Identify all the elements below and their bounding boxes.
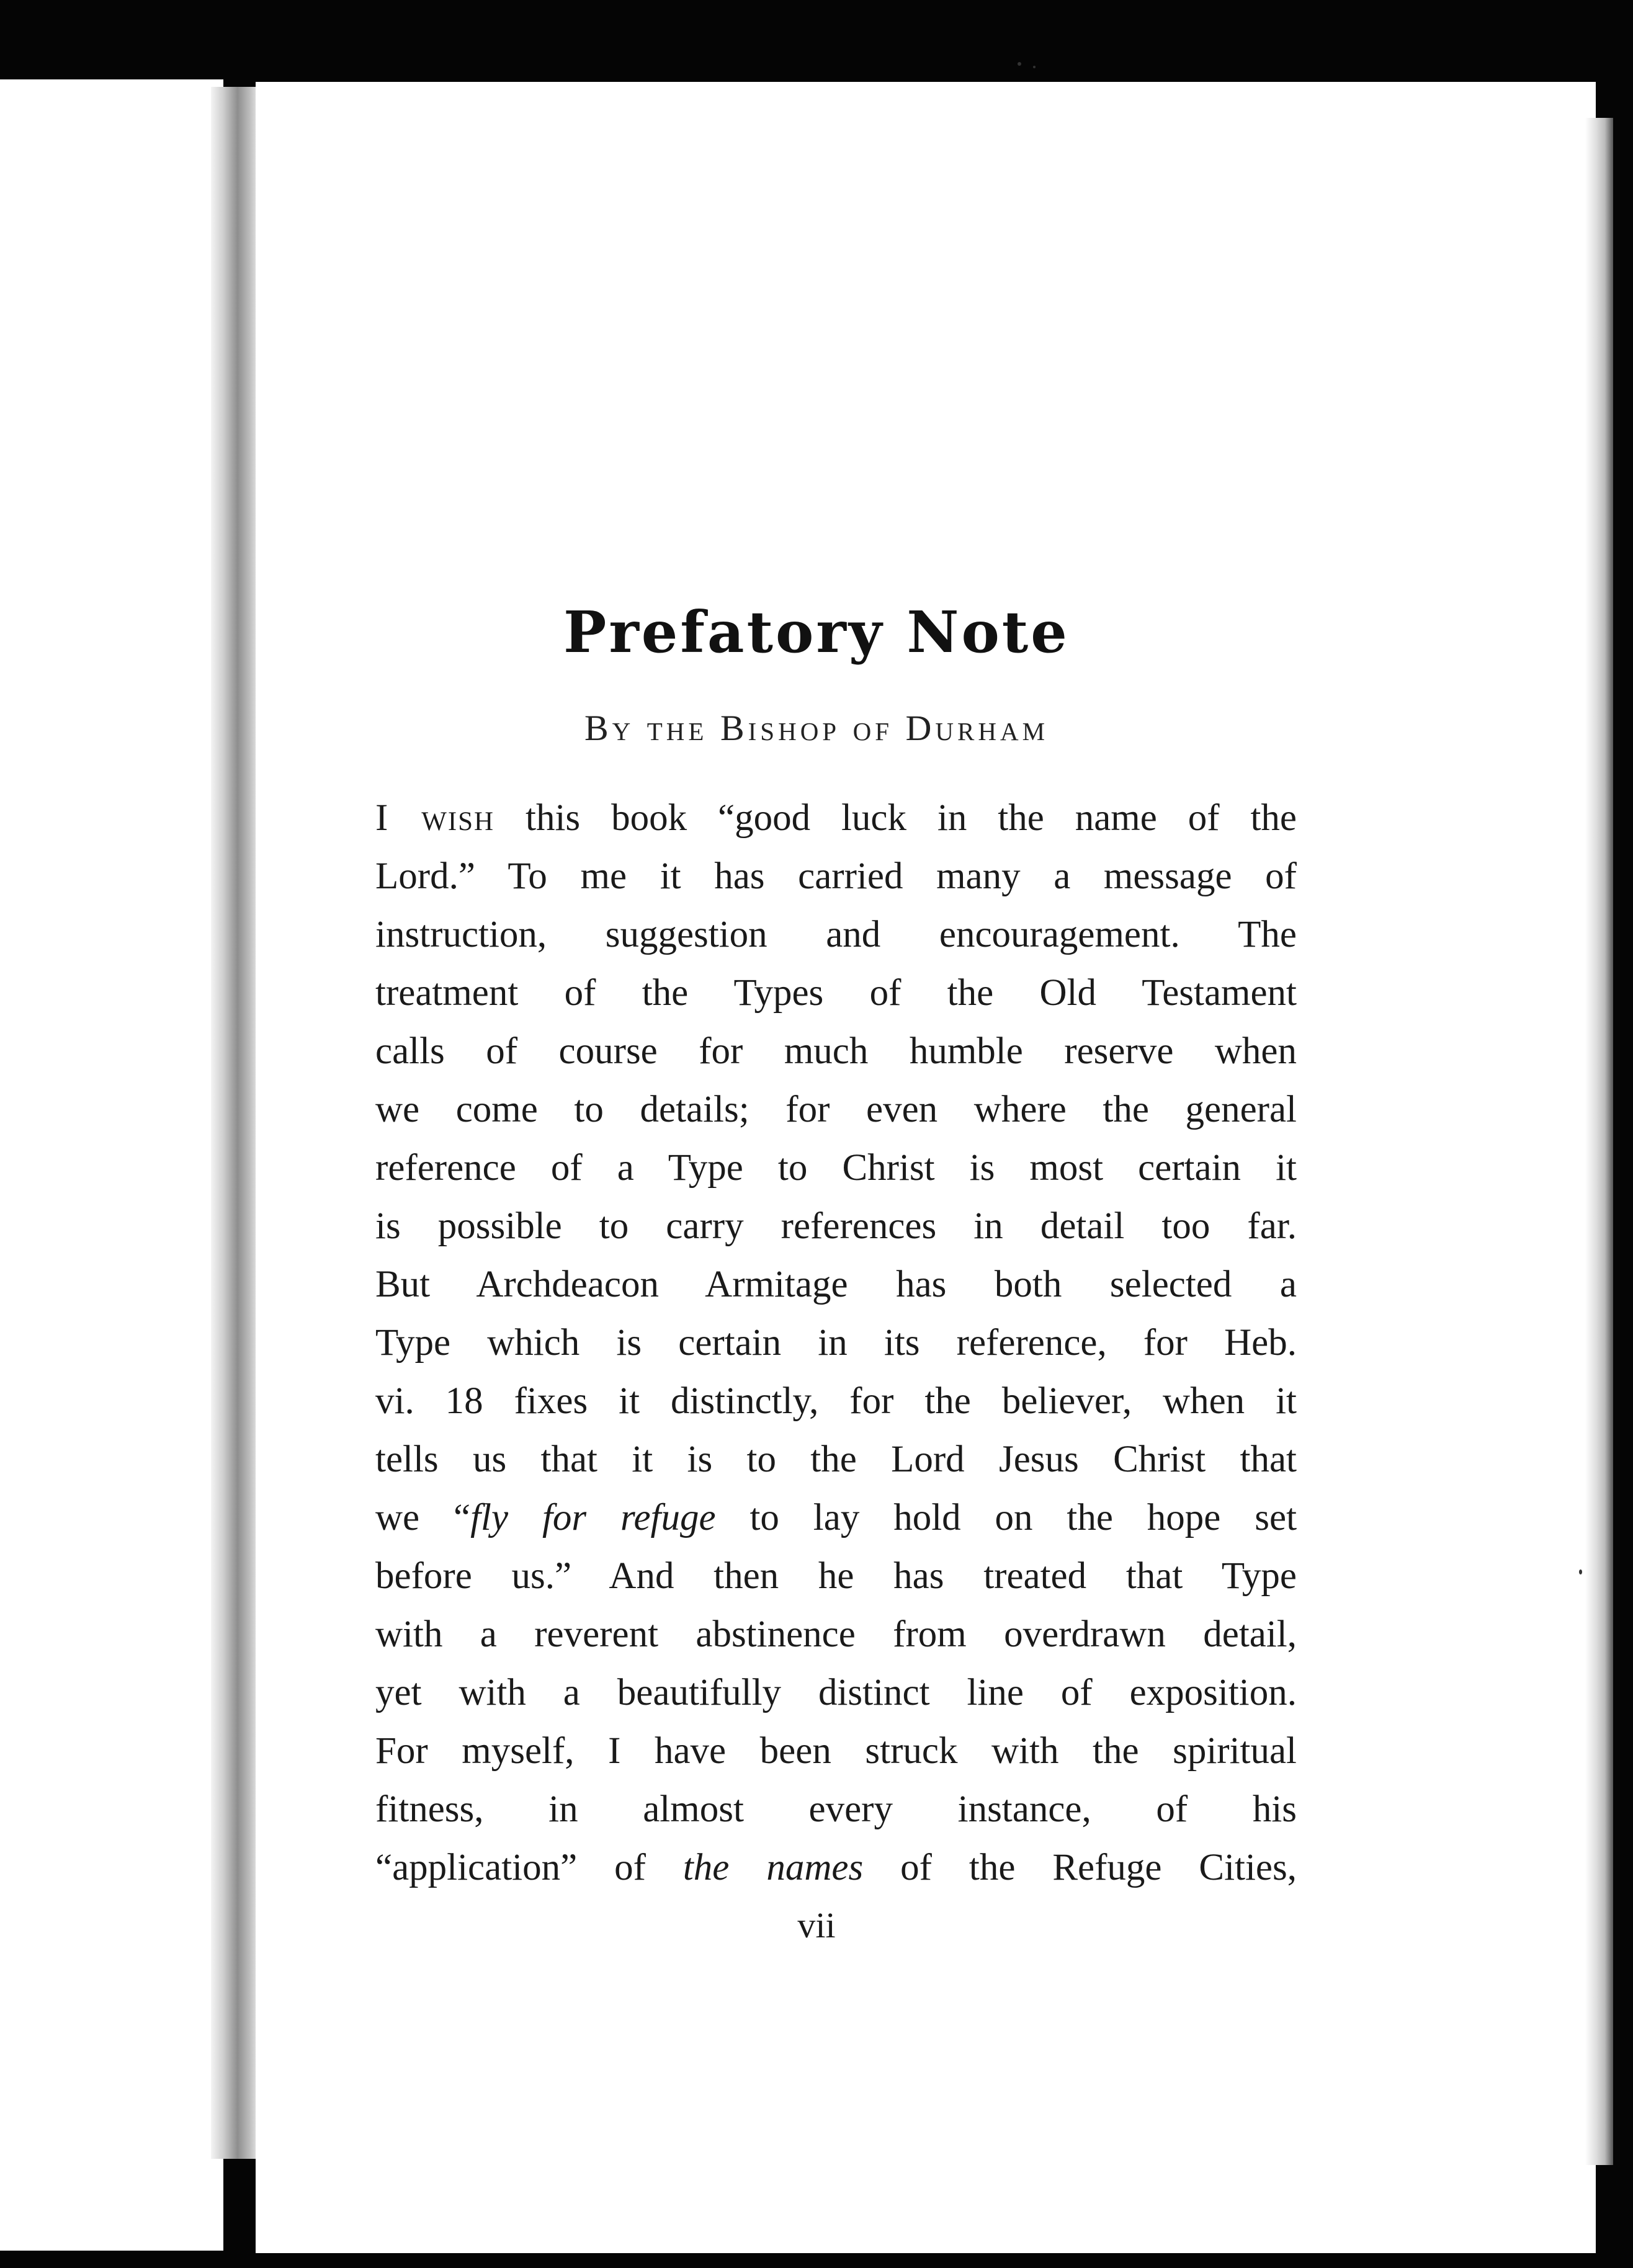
text-line: But Archdeacon Armitage has both selected a [375,1264,1297,1305]
page-byline: By the Bishop of Durham [584,708,1049,748]
scan-speck [1579,1569,1582,1574]
text-line: we “fly for refuge to lay hold on the hope set [375,1497,1297,1538]
text-line: is possible to carry references in detail too far. [375,1205,1297,1247]
text-line: with a reverent abstinence from overdrawn detail, [375,1614,1297,1655]
text-line: we come to details; for even where the general [375,1089,1297,1130]
page-number: vii [797,1905,836,1945]
scan-speck [1033,66,1036,68]
text-line: Lord.” To me it has carried many a message of [375,855,1297,897]
page-heading: Prefatory Note [563,599,1070,666]
text-line: calls of course for much humble reserve when [375,1030,1297,1072]
scan-speck [1018,62,1021,66]
text-line: tells us that it is to the Lord Jesus Christ that [375,1439,1297,1480]
text-line: fitness, in almost every instance, of his [375,1788,1297,1830]
text-line: instruction, suggestion and encouragement. The [375,914,1297,955]
text-line: I wish this book “good luck in the name of the [375,797,1297,839]
text-line: vi. 18 fixes it distinctly, for the believer, when it [375,1380,1297,1422]
text-line: reference of a Type to Christ is most certain it [375,1147,1297,1189]
text-line: Type which is certain in its reference, for Heb. [375,1322,1297,1364]
text-line: “application” of the names of the Refuge Cities, [375,1847,1297,1888]
page-edge-shadow [1585,118,1613,2165]
body-paragraph [375,789,1297,1897]
text-line: yet with a beautifully distinct line of exposition. [375,1672,1297,1713]
text-line: treatment of the Types of the Old Testament [375,972,1297,1014]
text-line: For myself, I have been struck with the spiritual [375,1730,1297,1772]
text-line: before us.” And then he has treated that Type [375,1555,1297,1597]
book-gutter-shadow [211,87,259,2159]
